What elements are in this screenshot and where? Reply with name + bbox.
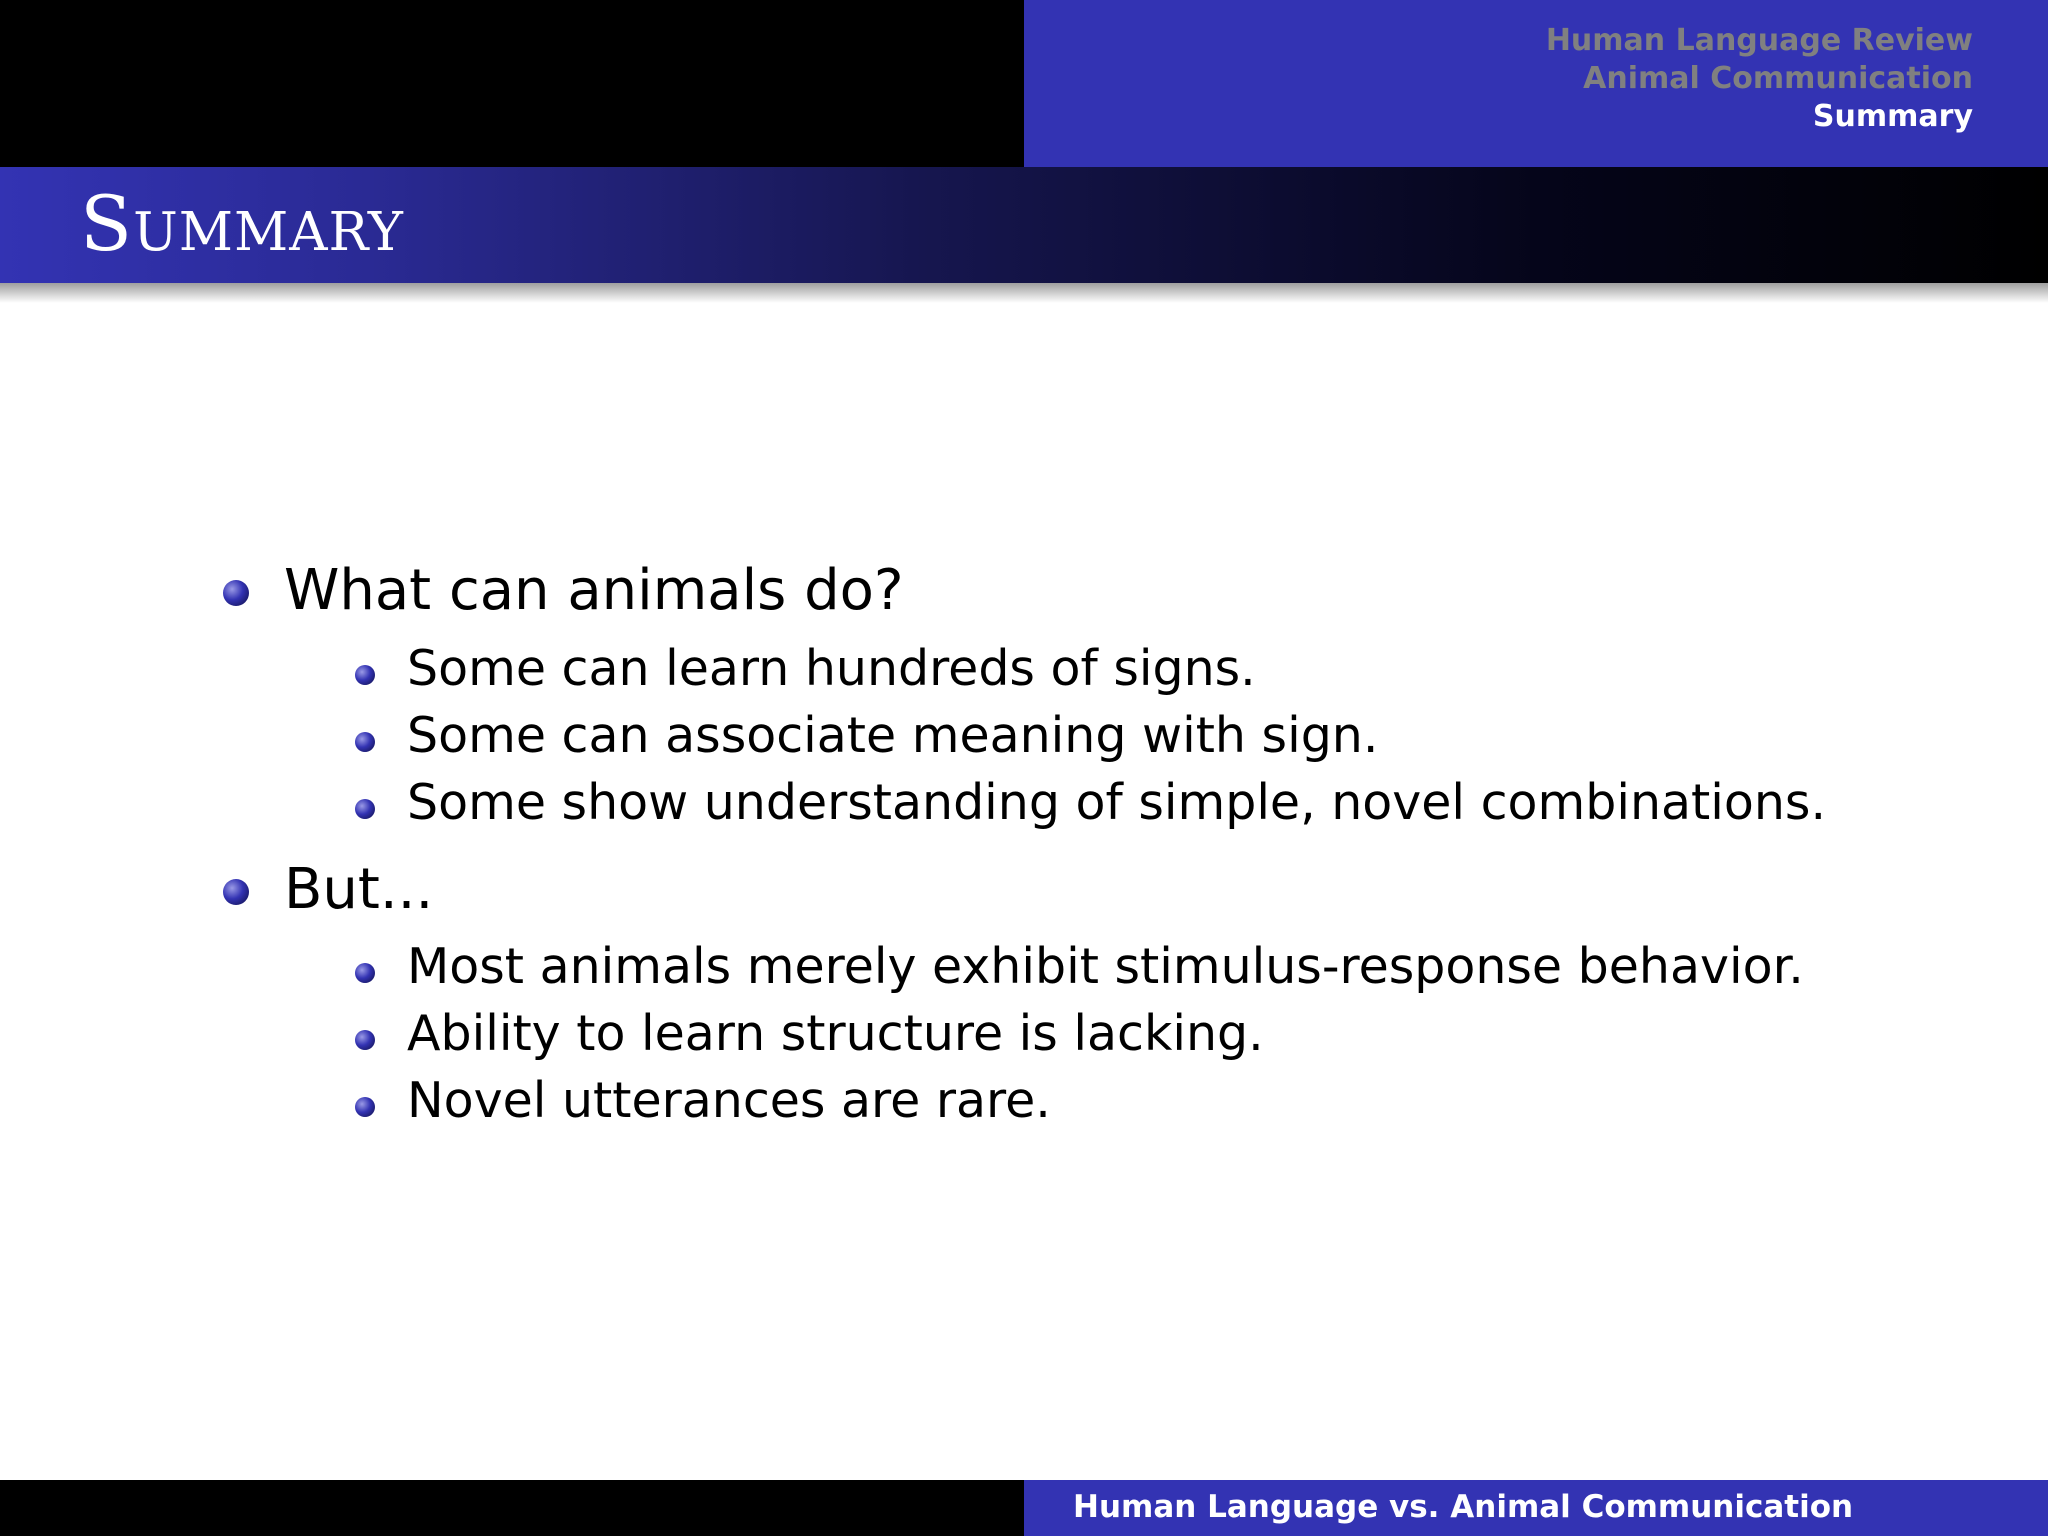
frame-title: Summary — [80, 179, 404, 268]
nav-item-human-language-review[interactable]: Human Language Review — [1545, 23, 1973, 58]
sub-list-item: Ability to learn structure is lacking. — [407, 1005, 1264, 1062]
nav-item-summary[interactable]: Summary — [1812, 99, 1973, 134]
sub-bullet-icon — [355, 732, 375, 752]
sub-bullet-icon — [355, 1030, 375, 1050]
list-item: What can animals do? — [284, 558, 904, 623]
sub-bullet-icon — [355, 963, 375, 983]
section-navigation — [1546, 22, 1973, 136]
sub-bullet-icon — [355, 1097, 375, 1117]
sub-list-item: Novel utterances are rare. — [407, 1072, 1051, 1129]
header-nav-panel — [0, 0, 1024, 167]
sub-list-item: Some show understanding of simple, novel combinations. — [407, 774, 1827, 831]
sub-bullet-icon — [355, 665, 375, 685]
sub-bullet-icon — [355, 799, 375, 819]
sub-list-item: Most animals merely exhibit stimulus-response behavior. — [407, 938, 1804, 995]
nav-item-animal-communication[interactable]: Animal Communication — [1583, 61, 1973, 96]
title-bar-shadow — [0, 283, 2048, 303]
list-item: But... — [284, 857, 434, 922]
footer-title: Human Language vs. Animal Communication — [1073, 1489, 1854, 1525]
sub-list-item: Some can learn hundreds of signs. — [407, 640, 1256, 697]
sub-list-item: Some can associate meaning with sign. — [407, 707, 1379, 764]
bullet-icon — [223, 580, 249, 606]
bullet-icon — [223, 879, 249, 905]
footer-left-panel — [0, 1480, 1024, 1536]
